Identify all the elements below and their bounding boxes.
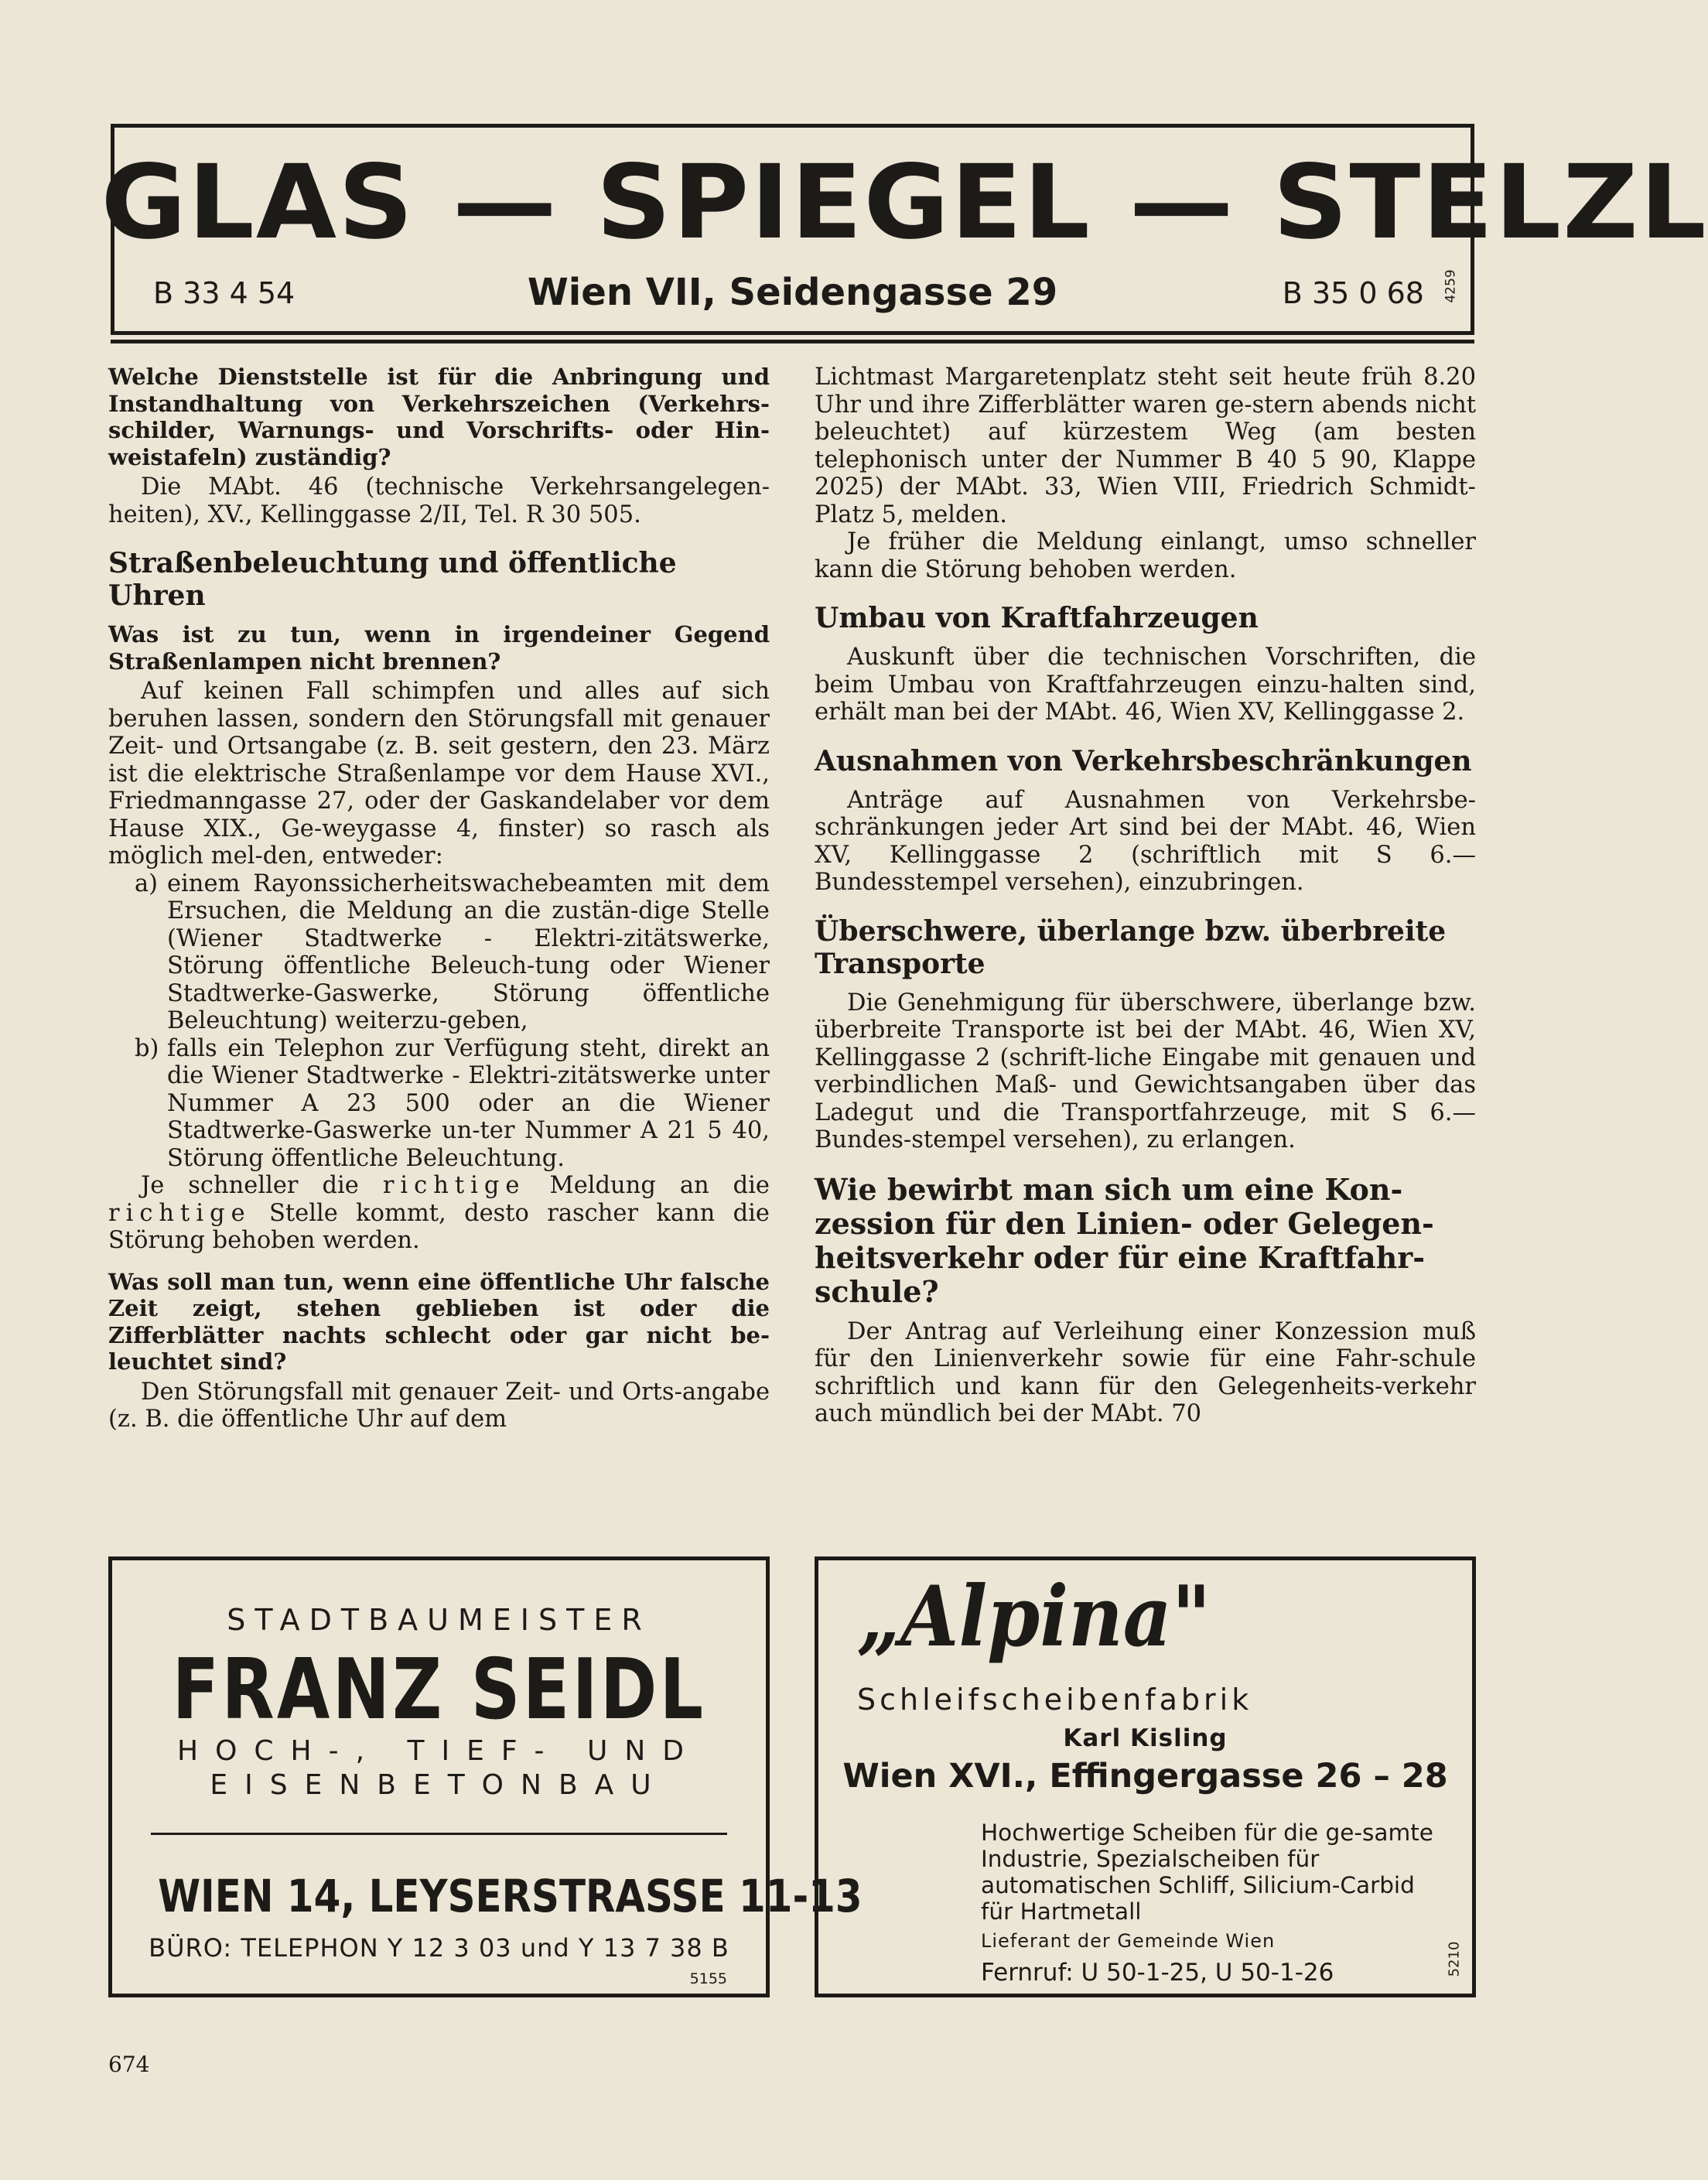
left-column [108, 364, 770, 1433]
list-marker: b) [135, 1034, 159, 1062]
paragraph-report-note [108, 1172, 770, 1255]
heading-traffic-exceptions: Ausnahmen von Verkehrsbeschränkungen [815, 744, 1472, 777]
ad-alpina-subtitle: Schleifscheibenfabrik [857, 1683, 1253, 1717]
question-street-lamps: Was ist zu tun, wenn in irgendeiner Gegend Straßenlampen nicht brennen? [108, 621, 770, 675]
list-text: einem Rayonssicherheitswachebeamten mit dem Ersuchen, die Meldung an die zustän-dige Stelle (Wiener Stadtwerke - Elektri-zitätswerke, Störung öffentliche Beleuch-tung oder Wiener Stadtwerke-Gaswerke, Störung öffentliche Beleuchtung) weiterzu-geben, [167, 870, 770, 1034]
answer-public-clock-continued: Lichtmast Margaretenplatz steht seit heute früh 8.20 Uhr und ihre Zifferblätter waren ge-stern abends nicht beleuchtet) auf kürzestem Weg (am besten telephonisch unter der Nummer B 40 5 90, Klappe 2025) der MAbt. 33, Wien VIII, Friedrich Schmidt-Platz 5, melden. [815, 364, 1476, 528]
ad-seidl-phone: BÜRO: TELEPHON Y 12 3 03 und Y 13 7 38 B [149, 1933, 729, 1963]
answer-public-clock: Den Störungsfall mit genauer Zeit- und Orts-angabe (z. B. die öffentliche Uhr auf dem [108, 1378, 770, 1433]
ad-seidl-address: WIEN 14, LEYSERSTRASSE 11-13 [158, 1870, 863, 1922]
ad-seidl-name: FRANZ SEIDL [172, 1642, 706, 1738]
right-column [815, 364, 1476, 1428]
ad-phone-right: B 35 0 68 [1282, 276, 1424, 310]
ad-seidl-services-2: EISENBETONBAU [210, 1769, 668, 1801]
heading-concession: Wie bewirbt man sich um eine Kon-zession für den Linien- oder Gelegen-heitsverkehr oder für eine Kraftfahr-schule? [815, 1171, 1434, 1309]
ad-title: GLAS — SPIEGEL — STELZL [101, 143, 1708, 262]
text-fragment: Meldung an die [549, 1172, 770, 1199]
question-public-clock: Was soll man tun, wenn eine öffentliche Uhr falsche Zeit zeigt, stehen geblieben ist oder die Zifferblätter nachts schlecht oder gar nicht be-leuchtet sind? [108, 1268, 770, 1375]
advertisement-alpina [815, 1556, 1476, 1997]
ad-seidl-services: HOCH-, TIEF- UND [177, 1735, 701, 1767]
advertisement-seidl [108, 1556, 863, 1997]
paragraph-report-faster: Je früher die Meldung einlangt, umso schneller kann die Störung behoben werden. [815, 528, 1476, 583]
ad-address: Wien VII, Seidengasse 29 [527, 271, 1058, 314]
ad-alpina-description: Hochwertige Scheiben für die ge-samte Industrie, Spezialscheiben für automatischen Schliff, Silicium-Carbid für Hartmetall [981, 1820, 1433, 1925]
ad-alpina-owner: Karl Kisling [1063, 1724, 1228, 1752]
ad-code: 4259 [1443, 269, 1459, 303]
paragraph-oversize-transport: Die Genehmigung für überschwere, überlange bzw. überbreite Transporte ist bei der MAbt. 46, Wien XV, Kellinggasse 2 (schrift-liche Eingabe mit genauen und verbindlichen Maß- und Gewichtsangaben über das Ladegut und die Transportfahrzeuge, mit S 6.— Bundes-stempel versehen), zu erlangen. [815, 989, 1476, 1153]
heading-street-lighting: Straßenbeleuchtung und öffentliche Uhren [108, 547, 677, 612]
text-fragment: Stelle kommt, desto rascher kann die Störung behoben werden. [108, 1199, 770, 1254]
list-marker: a) [135, 870, 159, 897]
emphasis-word: richtige [382, 1172, 526, 1199]
top-advertisement [101, 124, 1708, 335]
answer-street-lamps: Auf keinen Fall schimpfen und alles auf sich beruhen lassen, sondern den Störungsfall mit genauer Zeit- und Ortsangabe (z. B. seit gestern, den 23. März ist die elektrische Straßenlampe vor dem Hause XVI., Friedmanngasse 27, oder der Gaskandelaber vor dem Hause XIX., Ge-weygasse 4, finster) so rasch als möglich mel-den, entweder: [108, 678, 770, 870]
ad-phone-left: B 33 4 54 [153, 276, 295, 310]
ad-alpina-code: 5210 [1446, 1941, 1463, 1977]
emphasis-word: richtige [108, 1199, 251, 1227]
text-fragment: Je schneller die [141, 1172, 359, 1199]
answer-traffic-signs: Die MAbt. 46 (technische Verkehrsangelegen-heiten), XV., Kellinggasse 2/II, Tel. R 30 505. [108, 473, 770, 528]
ad-alpina-address: Wien XVI., Effingergasse 26 – 28 [842, 1757, 1448, 1796]
question-traffic-signs: Welche Dienststelle ist für die Anbringung und Instandhaltung von Verkehrszeichen (Verkehrs-schilder, Warnungs- und Vorschrifts- oder Hin-weistafeln) zuständig? [108, 364, 770, 470]
paragraph-vehicle-conversion: Auskunft über die technischen Vorschriften, die beim Umbau von Kraftfahrzeugen einzu-halten sind, erhält man bei der MAbt. 46, Wien XV, Kellinggasse 2. [815, 644, 1476, 726]
ad-seidl-profession: STADTBAUMEISTER [227, 1603, 651, 1637]
paragraph-concession: Der Antrag auf Verleihung einer Konzession muß für den Linienverkehr sowie für eine Fahr-schule schriftlich und kann für den Gelegenheits-verkehr auch mündlich bei der MAbt. 70 [815, 1317, 1476, 1427]
list-item [108, 870, 770, 1035]
ad-alpina-supplier: Lieferant der Gemeinde Wien [981, 1930, 1276, 1952]
ad-seidl-code: 5155 [689, 1970, 727, 1987]
page-number: 674 [108, 2052, 150, 2077]
heading-vehicle-conversion: Umbau von Kraftfahrzeugen [815, 602, 1259, 634]
heading-oversize-transport: Überschwere, überlange bzw. überbreite Transporte [815, 914, 1447, 980]
ad-alpina-phone: Fernruf: U 50-1-25, U 50-1-26 [981, 1959, 1334, 1987]
ad-alpina-logo: „Alpina" [857, 1568, 1211, 1666]
paragraph-traffic-exceptions: Anträge auf Ausnahmen von Verkehrsbe-schränkungen jeder Art sind bei der MAbt. 46, Wien XV, Kellinggasse 2 (schriftlich mit S 6.— Bundesstempel versehen), einzubringen. [815, 786, 1476, 896]
list-text: falls ein Telephon zur Verfügung steht, direkt an die Wiener Stadtwerke - Elektri-zitätswerke unter Nummer A 23 500 oder an die Wiener Stadtwerke-Gaswerke un-ter Nummer A 21 5 40, Störung öffentliche Beleuchtung. [167, 1034, 770, 1172]
divider [151, 1833, 727, 1835]
list-item [108, 1035, 770, 1173]
